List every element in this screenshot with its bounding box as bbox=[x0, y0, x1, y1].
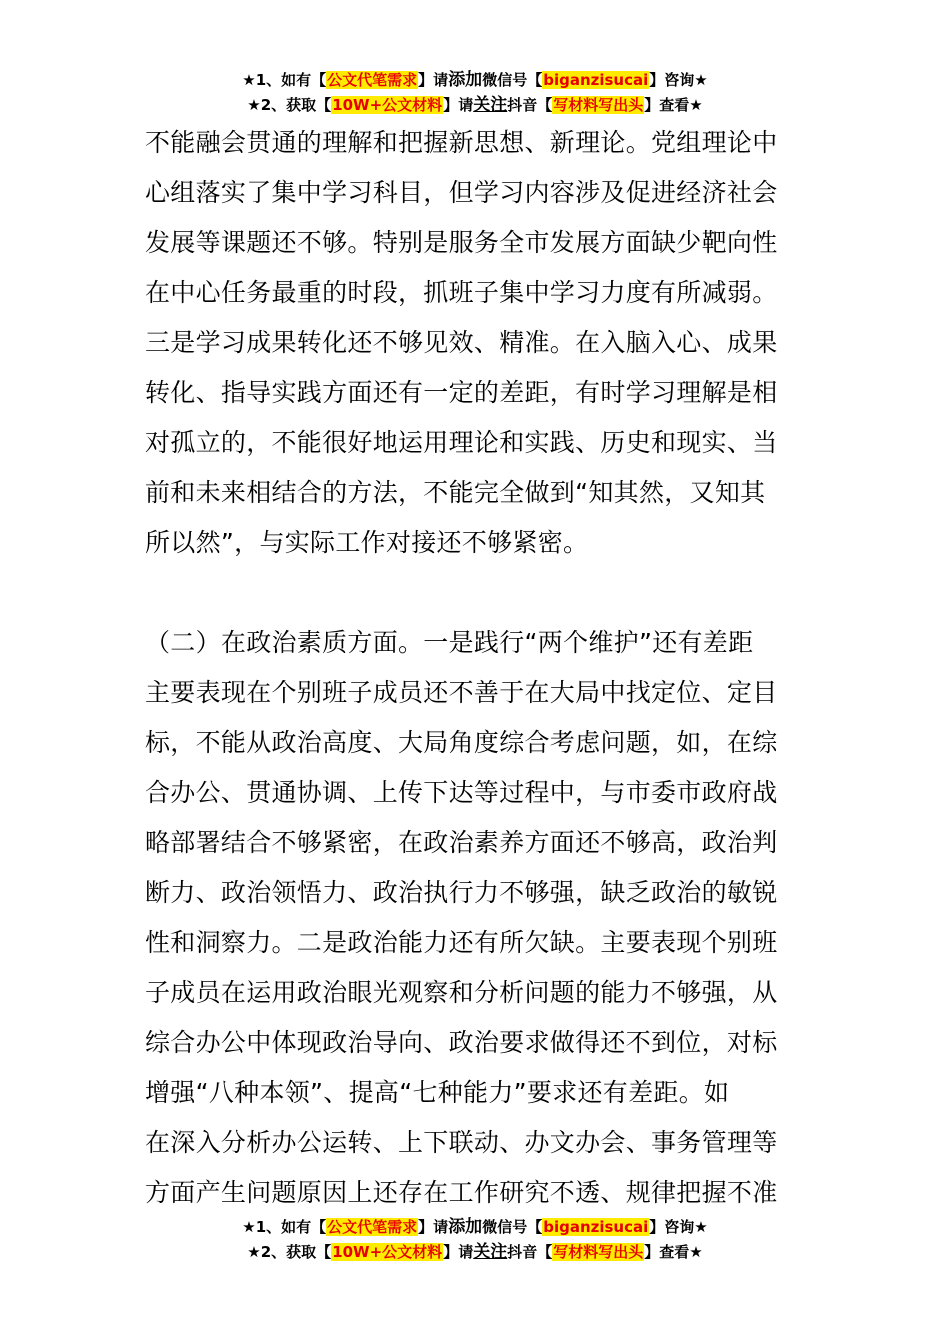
footer-banner-line-1: ★1、如有【公文代笔需求】请添加微信号【biganzisucai】咨询★ bbox=[242, 1217, 708, 1237]
footer-banner-line-2: ★2、获取【10W+公文材料】请关注抖音【写材料写出头】查看★ bbox=[247, 1242, 703, 1262]
paragraph-1: 不能融会贯通的理解和把握新思想、新理论。党组理论中 心组落实了集中学习科目，但学习内容涉及促进经济社会 发展等课题还不够。特别是服务全市发展方面缺少靶向性 在中心任务最重的时段，抓班子集中学习力度有所减弱。 三是学习成果转化还不够见效、精准。在入脑入心、成果 转化、指导实践方面还有一定的差距，有时学习理解是相 对孤立的，不能很好地运用理论和实践、历史和现实、当 前和未来相结合的方法，不能完全做到“知其然，又知其 所以然”，与实际工作对接还不够紧密。 bbox=[145, 128, 778, 557]
paragraph-2: （二）在政治素质方面。一是践行“两个维护”还有差距 主要表现在个别班子成员还不善于在大局中找定位、定目 标，不能从政治高度、大局角度综合考虑问题，如，在综 合办公、贯通协调、上传下达等过程中，与市委市政府战 略部署结合不够紧密，在政治素养方面还不够高，政治判 断力、政治领悟力、政治执行力不够强，缺乏政治的敏锐 性和洞察力。二是政治能力还有所欠缺。主要表现个别班 子成员在运用政治眼光观察和分析问题的能力不够强，从 综合办公中体现政治导向、政治要求做得还不到位，对标 增强“八种本领”、提高“七种能力”要求还有差距。如 在深入分析办公运转、上下联动、办文办会、事务管理等 方面产生问题原因上还存在工作研究不透、规律把握不准 bbox=[145, 628, 778, 1207]
header-banner bbox=[0, 68, 950, 118]
footer-highlight-wechat: biganzisucai bbox=[543, 1218, 649, 1236]
banner-highlight-douyin: 写材料写出头 bbox=[553, 96, 644, 114]
footer-highlight-service: 公文代笔需求 bbox=[327, 1218, 418, 1236]
banner-line-2: ★2、获取【10W+公文材料】请关注抖音【写材料写出头】查看★ bbox=[247, 95, 703, 115]
document-body bbox=[145, 118, 810, 1218]
paragraph-spacer bbox=[145, 568, 810, 618]
banner-highlight-materials: 10W+公文材料 bbox=[332, 96, 443, 114]
footer-highlight-materials: 10W+公文材料 bbox=[332, 1243, 443, 1261]
banner-highlight-wechat: biganzisucai bbox=[543, 71, 649, 89]
footer-highlight-douyin: 写材料写出头 bbox=[553, 1243, 644, 1261]
banner-line-1: ★1、如有【公文代笔需求】请添加微信号【biganzisucai】咨询★ bbox=[242, 70, 708, 90]
footer-banner bbox=[0, 1215, 950, 1265]
banner-highlight-service: 公文代笔需求 bbox=[327, 71, 418, 89]
